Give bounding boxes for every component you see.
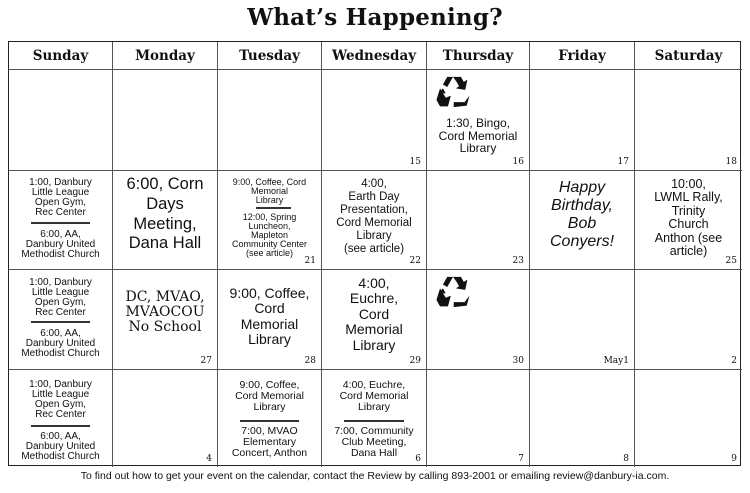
event-text: 9:00, Coffee, Cord Memorial Library [235,379,304,414]
day-header-tuesday: Tuesday [218,42,322,70]
divider [31,222,90,224]
day-cell [9,70,113,171]
day-cell [530,171,635,270]
divider [344,420,404,422]
day-cell [427,171,530,270]
calendar-title: What’s Happening? [247,4,503,31]
day-cell [530,270,635,370]
event-text: 6:00, AA, Danbury United Methodist Church [21,431,100,462]
day-header-wednesday: Wednesday [322,42,427,70]
day-number: 18 [725,157,737,167]
day-cell [9,171,113,270]
event-text: 9:00, Coffee, Cord Memorial Library [232,177,307,205]
day-cell [635,370,742,467]
day-cell [427,70,530,171]
day-cell [218,70,322,171]
event-text: 4:00, Euchre, Cord Memorial Library [339,379,409,414]
day-number: 29 [409,356,421,366]
day-number: 21 [304,256,316,266]
event-text: 4:00, Euchre, Cord Memorial Library [345,275,403,353]
day-cell [322,171,427,270]
calendar-grid [8,41,741,466]
day-cell [427,270,530,370]
day-cell [9,270,113,370]
day-cell [218,370,322,467]
divider [256,207,291,209]
day-number: 4 [206,454,212,464]
day-cell [635,70,742,171]
day-number: 22 [409,256,421,266]
day-number: 30 [512,356,524,366]
footer-note: To find out how to get your event on the calendar, contact the Review by calling 893-2001 or emailing review@danbury-ia.com. [80,470,670,482]
day-cell [322,270,427,370]
event-text: 1:00, Danbury Little League Open Gym, Rec Center [29,379,92,420]
event-text: 6:00, AA, Danbury United Methodist Church [21,328,100,359]
divider [31,321,90,323]
day-cell [322,370,427,467]
day-header-saturday: Saturday [635,42,742,70]
day-number: 7 [518,454,524,464]
event-text: 9:00, Coffee, Cord Memorial Library [229,285,310,348]
day-number: 27 [200,356,212,366]
day-number: 15 [409,157,421,167]
day-number: 2 [731,356,737,366]
day-number: 23 [512,256,524,266]
event-text: 1:00, Danbury Little League Open Gym, Rec Center [29,177,92,218]
day-cell [530,370,635,467]
event-text: Happy Birthday, Bob Conyers! [549,179,615,250]
day-cell [635,270,742,370]
day-header-monday: Monday [113,42,218,70]
event-text: 7:00, Community Club Meeting, Dana Hall [334,425,414,460]
day-cell [113,370,218,467]
recycle-icon [435,74,471,110]
day-cell [9,370,113,467]
event-text: 4:00, Earth Day Presentation, Cord Memorial Library (see article) [336,178,412,255]
day-number: 28 [304,356,316,366]
day-cell [113,171,218,270]
event-text: 1:30, Bingo, Cord Memorial Library [438,116,518,156]
event-text: 6:00, Corn Days Meeting, Dana Hall [126,175,204,253]
divider [31,425,90,427]
event-text: 7:00, MVAO Elementary Concert, Anthon [231,425,308,460]
day-header-sunday: Sunday [9,42,113,70]
recycle-icon [435,274,471,310]
day-cell [218,171,322,270]
day-cell [530,70,635,171]
day-header-friday: Friday [530,42,635,70]
day-number: May1 [603,356,629,366]
day-header-thursday: Thursday [427,42,530,70]
day-number: 9 [731,454,737,464]
day-cell [113,70,218,171]
day-cell [113,270,218,370]
event-text: 1:00, Danbury Little League Open Gym, Rec Center [29,277,92,318]
day-cell [427,370,530,467]
day-number: 17 [617,157,629,167]
day-number: 8 [623,454,629,464]
event-text: DC, MVAO, MVAOCOU No School [125,289,205,336]
day-number: 25 [725,256,737,266]
event-text: 10:00, LWML Rally, Trinity Church Anthon (see article) [654,177,723,258]
divider [240,420,299,422]
day-cell [218,270,322,370]
day-number: 6 [415,454,421,464]
day-cell [322,70,427,171]
day-number: 16 [512,157,524,167]
day-cell [635,171,742,270]
event-text: 12:00, Spring Luncheon, Mapleton Community Center (see article) [231,212,308,258]
event-text: 6:00, AA, Danbury United Methodist Church [21,229,100,260]
